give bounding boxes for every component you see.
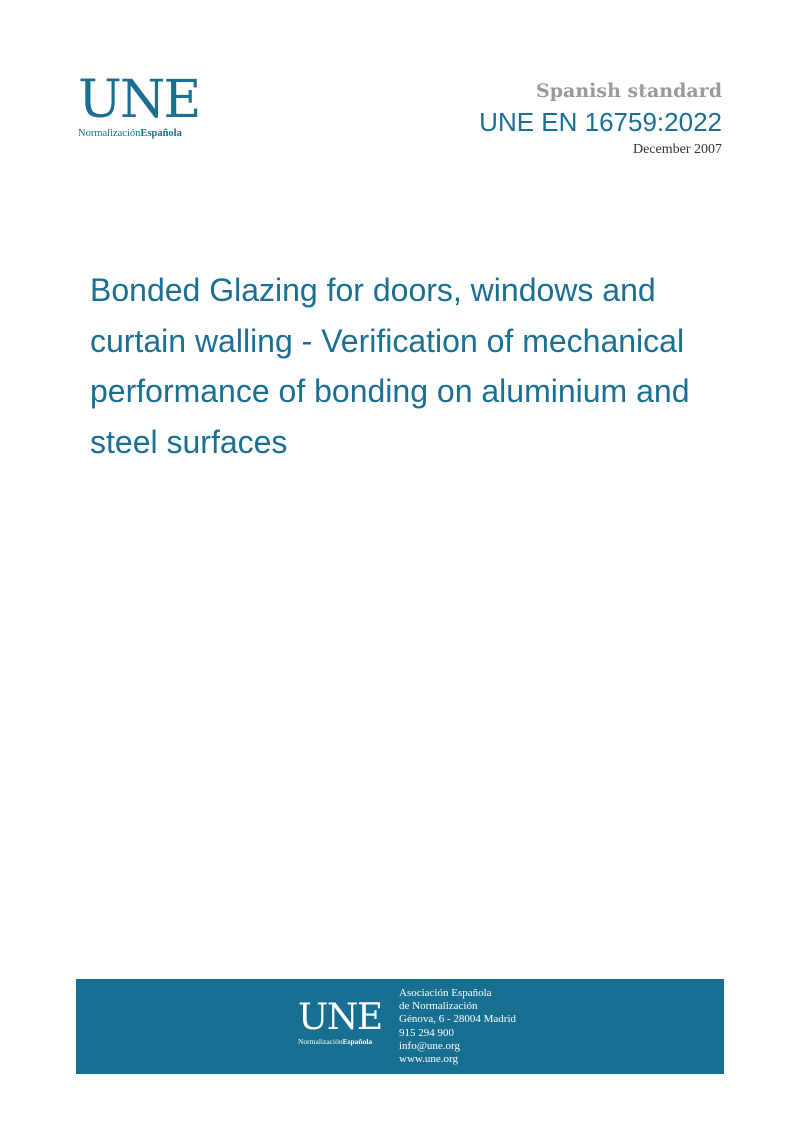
standard-header bbox=[479, 78, 722, 160]
footer-logo-subtitle-a: Normalización bbox=[298, 1037, 343, 1046]
address-phone: 915 294 900 bbox=[399, 1026, 454, 1039]
footer-logo bbox=[298, 997, 398, 1046]
address-email[interactable]: info@une.org bbox=[399, 1039, 460, 1052]
address-website[interactable]: www.une.org bbox=[399, 1053, 458, 1066]
address-street: Génova, 6 - 28004 Madrid bbox=[399, 1013, 517, 1026]
standard-code: UNE EN 16759:2022 bbox=[479, 107, 722, 137]
footer-band bbox=[76, 979, 724, 1074]
address-org: Asociación Española bbox=[399, 987, 492, 999]
address-org-cont: de Normalización bbox=[399, 1000, 478, 1013]
une-logo-subtitle-b: Española bbox=[140, 128, 182, 139]
document-title: Bonded Glazing for doors, windows and curtain walling - Verification of mechanical performance of bonding on aluminium and steel surfaces bbox=[90, 272, 690, 460]
footer-logo-mark: UNE bbox=[298, 997, 382, 1038]
footer-logo-subtitle bbox=[298, 1037, 398, 1046]
standard-kind: Spanish standard bbox=[536, 80, 722, 102]
footer-address bbox=[399, 987, 516, 1066]
une-logo-mark: UNE bbox=[78, 70, 200, 130]
une-logo bbox=[78, 70, 218, 146]
une-logo-subtitle-a: Normalización bbox=[78, 128, 141, 139]
standard-date: December 2007 bbox=[632, 142, 722, 157]
footer-logo-subtitle-b: Española bbox=[342, 1037, 373, 1046]
